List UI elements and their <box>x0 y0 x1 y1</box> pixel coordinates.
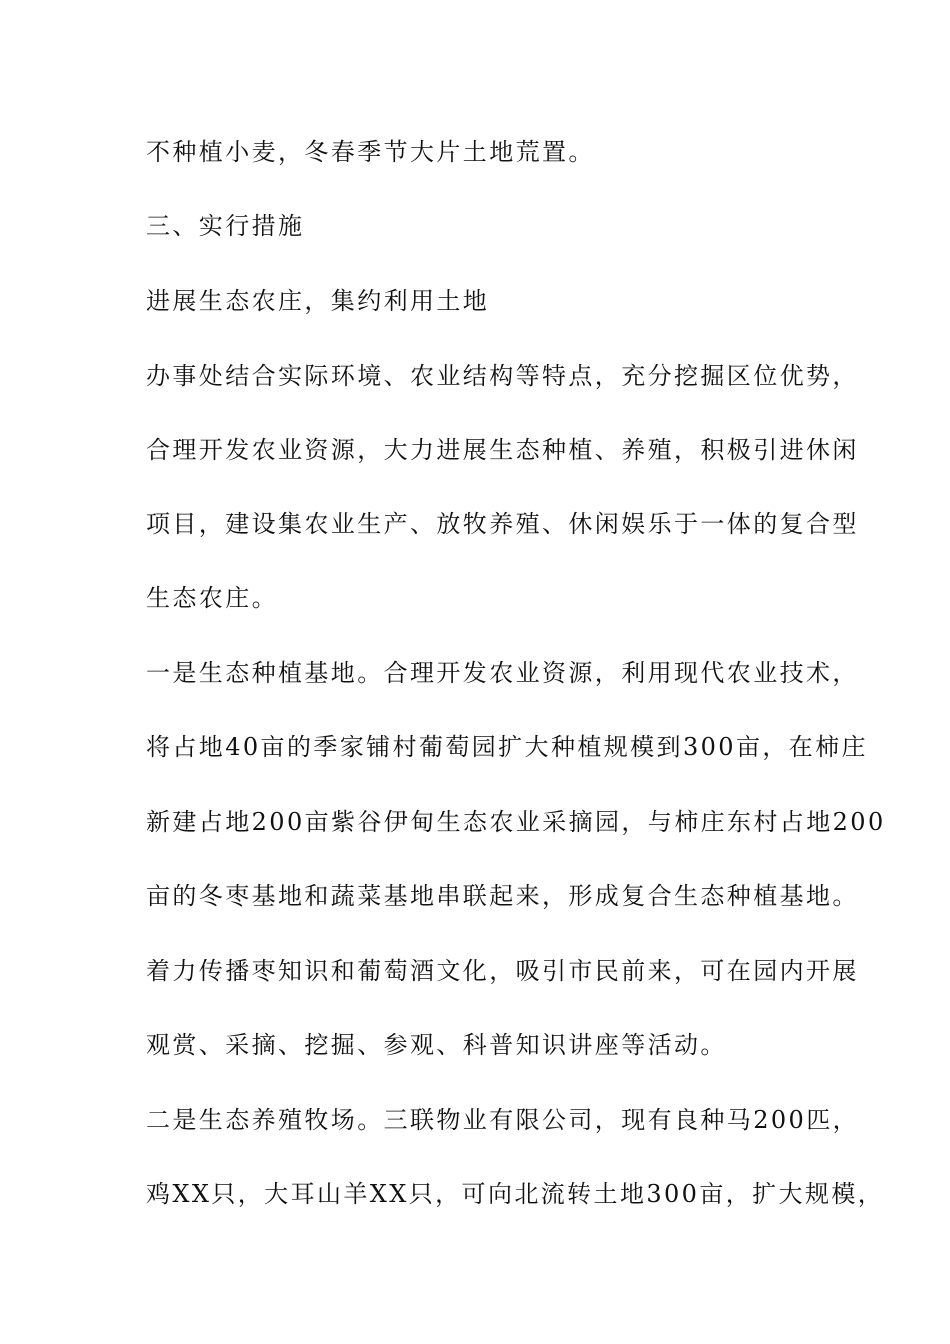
text-line: 办事处结合实际环境、农业结构等特点，充分挖掘区位优势， <box>146 362 859 390</box>
text-line: 着力传播枣知识和葡萄酒文化，吸引市民前来，可在园内开展 <box>146 957 859 985</box>
text-line: 新建占地200亩紫谷伊甸生态农业采摘园，与柿庄东村占地200 <box>146 808 886 836</box>
text-line: 将占地40亩的季家铺村葡萄园扩大种植规模到300亩，在柿庄 <box>146 733 868 761</box>
text-line: 鸡XX只，大耳山羊XX只，可向北流转土地300亩，扩大规模， <box>146 1180 885 1208</box>
text-line: 不种植小麦，冬春季节大片土地荒置。 <box>146 138 595 166</box>
text-line: 观赏、采摘、挖掘、参观、科普知识讲座等活动。 <box>146 1031 727 1059</box>
text-line: 项目，建设集农业生产、放牧养殖、休闲娱乐于一体的复合型 <box>146 510 859 538</box>
text-line: 亩的冬枣基地和蔬菜基地串联起来，形成复合生态种植基地。 <box>146 882 859 910</box>
section-heading: 三、实行措施 <box>146 212 305 240</box>
text-line: 一是生态种植基地。合理开发农业资源，利用现代农业技术， <box>146 659 859 687</box>
text-line: 合理开发农业资源，大力进展生态种植、养殖，积极引进休闲 <box>146 436 859 464</box>
subsection-heading: 进展生态农庄，集约利用土地 <box>146 287 490 315</box>
text-line: 二是生态养殖牧场。三联物业有限公司，现有良种马200匹， <box>146 1106 860 1134</box>
text-line: 生态农庄。 <box>146 584 278 612</box>
